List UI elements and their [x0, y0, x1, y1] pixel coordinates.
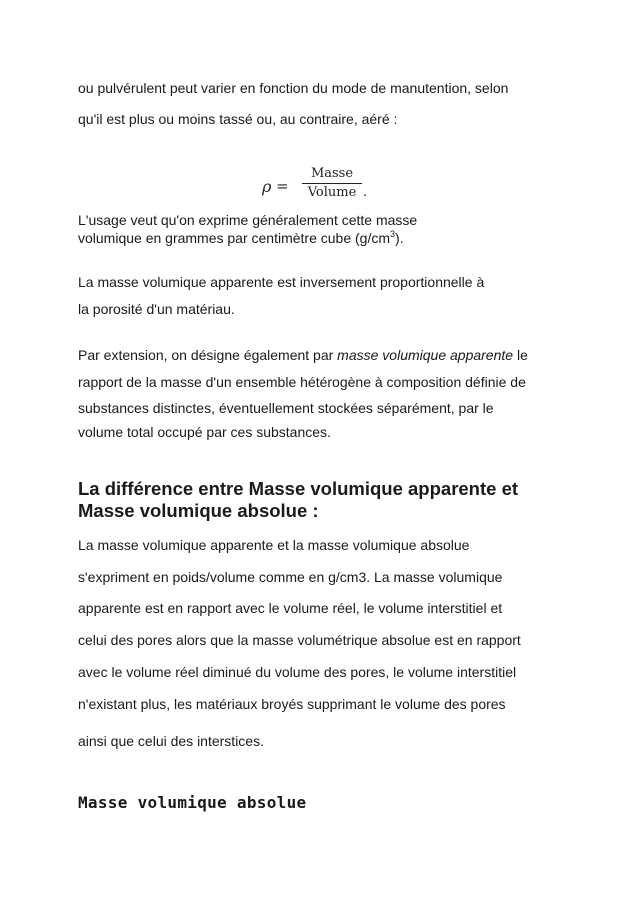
- formula-equals: =: [276, 177, 289, 195]
- formula-denominator: Volume: [307, 185, 357, 200]
- intro-line-2: qu'il est plus ou moins tassé ou, au contraire, aéré :: [78, 111, 398, 127]
- difference-line-3: apparente est en rapport avec le volume réel, le volume interstitiel et: [78, 600, 503, 616]
- formula-period: .: [363, 185, 368, 200]
- formula-rho: ρ: [262, 177, 272, 196]
- extension-line-4: volume total occupé par ces substances.: [78, 424, 331, 440]
- emphasis-term: masse volumique apparente: [337, 347, 514, 363]
- section-heading-difference-2: Masse volumique absolue :: [78, 500, 319, 521]
- difference-line-5: avec le volume réel diminué du volume des pores, le volume interstitiel: [78, 664, 517, 680]
- formula-fraction: [302, 166, 362, 201]
- difference-line-1: La masse volumique apparente et la masse volumique absolue: [78, 537, 470, 553]
- intro-line-1: ou pulvérulent peut varier en fonction du mode de manutention, selon: [78, 80, 509, 96]
- section-heading-absolute: Masse volumique absolue: [78, 793, 307, 812]
- porosity-line-1: La masse volumique apparente est inversement proportionnelle à: [78, 274, 485, 290]
- porosity-line-2: la porosité d'un matériau.: [78, 301, 235, 317]
- difference-line-7: ainsi que celui des interstices.: [78, 733, 264, 749]
- section-heading-difference-1: La différence entre Masse volumique apparente et: [78, 478, 519, 499]
- fraction-bar: [302, 183, 362, 184]
- superscript-3: 3: [390, 229, 396, 239]
- usage-line-1: L'usage veut qu'on exprime généralement cette masse: [78, 212, 418, 228]
- difference-line-2: s'expriment en poids/volume comme en g/cm3. La masse volumique: [78, 569, 503, 585]
- difference-line-4: celui des pores alors que la masse volumétrique absolue est en rapport: [78, 632, 521, 648]
- extension-line-3: substances distinctes, éventuellement stockées séparément, par le: [78, 400, 494, 416]
- usage-line-2: volumique en grammes par centimètre cube $(g/cm^3)$.: [78, 229, 404, 246]
- extension-line-1: Par extension, on désigne également par masse volumique apparente le: [78, 347, 528, 363]
- difference-line-6: n'existant plus, les matériaux broyés supprimant le volume des pores: [78, 696, 506, 712]
- formula-numerator: Masse: [310, 166, 354, 181]
- extension-line-2: rapport de la masse d'un ensemble hétérogène à composition définie de: [78, 374, 526, 390]
